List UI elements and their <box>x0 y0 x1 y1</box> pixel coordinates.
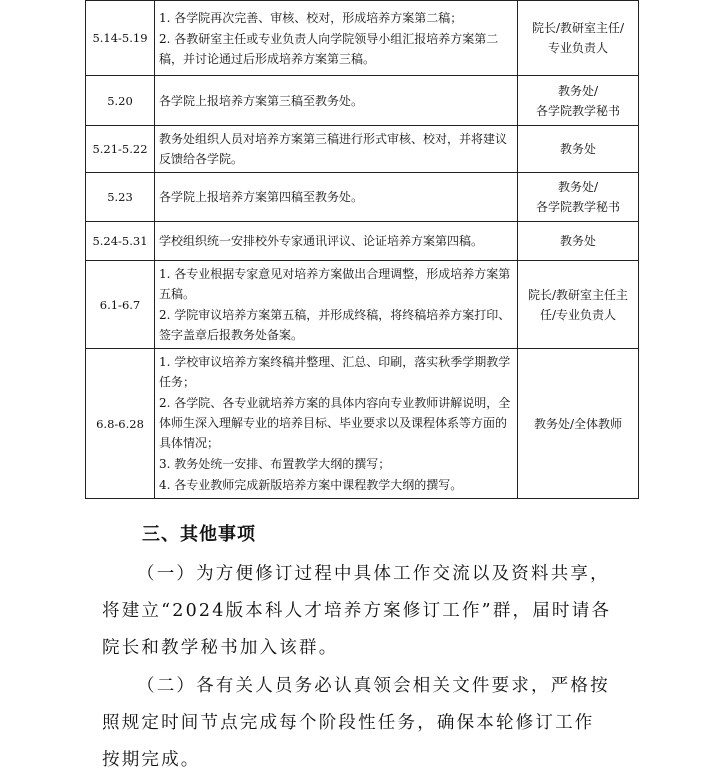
owner-line: 教务处/全体教师 <box>533 416 623 431</box>
row-date: 5.14-5.19 <box>86 1 155 76</box>
row-content <box>155 349 518 499</box>
task-item: 2. 学院审议培养方案第五稿，并形成终稿，将终稿培养方案打印、签字盖章后报教务处备案。 <box>159 308 511 342</box>
task-item: 学校组织统一安排校外专家通讯评议、论证培养方案第四稿。 <box>159 234 484 248</box>
row-owner <box>518 76 639 126</box>
section-heading: 三、其他事项 <box>142 524 256 545</box>
task-item: 教务处组织人员对培养方案第三稿进行形式审核、校对，并将建议反馈给各学院。 <box>159 132 508 166</box>
row-content <box>155 1 518 76</box>
row-content <box>155 261 518 349</box>
owner-line: 教务处 <box>559 234 596 248</box>
row-date: 6.8-6.28 <box>86 349 155 499</box>
row-date: 5.20 <box>86 76 155 126</box>
row-owner <box>518 349 639 499</box>
owner-line: 各学院教学秘书 <box>535 103 620 118</box>
row-owner <box>518 261 639 349</box>
task-item: 1. 各专业根据专家意见对培养方案做出合理调整，形成培养方案第五稿。 <box>159 267 511 301</box>
row-date: 5.23 <box>86 173 155 222</box>
row-content <box>155 173 518 222</box>
table-row <box>86 222 639 261</box>
table-row <box>86 126 639 173</box>
row-owner <box>518 222 639 261</box>
row-date: 5.21-5.22 <box>86 126 155 173</box>
table-row <box>86 173 639 222</box>
row-owner <box>518 173 639 222</box>
table-row <box>86 1 639 76</box>
row-content <box>155 76 518 126</box>
task-item: 1. 学校审议培养方案终稿并整理、汇总、印刷，落实秋季学期教学任务； <box>159 355 511 389</box>
row-date: 6.1-6.7 <box>86 261 155 349</box>
row-date: 5.24-5.31 <box>86 222 155 261</box>
task-item: 各学院上报培养方案第四稿至教务处。 <box>159 190 364 204</box>
table-row <box>86 76 639 126</box>
task-item: 2. 各学院、各专业就培养方案的具体内容向专业教师讲解说明，全体师生深入理解专业的培养目标、毕业要求以及课程体系等方面的具体情况； <box>159 396 511 450</box>
row-owner <box>518 126 639 173</box>
task-item: 2. 各教研室主任或专业负责人向学院领导小组汇报培养方案第二稿，并讨论通过后形成培养方案第三稿。 <box>159 31 499 66</box>
owner-line: 各学院教学秘书 <box>535 200 620 214</box>
row-content <box>155 222 518 261</box>
schedule-table <box>85 0 639 499</box>
owner-line: 院长/教研室主任主 <box>527 287 629 302</box>
table-row <box>86 261 639 349</box>
owner-line: 专业负责人 <box>547 41 608 55</box>
task-item: 4. 各专业教师完成新版培养方案中课程教学大纲的撰写。 <box>159 478 463 492</box>
task-item: 1. 各学院再次完善、审核、校对，形成培养方案第二稿； <box>159 10 463 25</box>
row-content <box>155 126 518 173</box>
owner-line: 任/专业负责人 <box>539 307 617 322</box>
row-owner <box>518 1 639 76</box>
task-item: 3. 教务处统一安排、布置教学大纲的撰写； <box>159 457 391 471</box>
owner-line: 教务处/ <box>557 180 599 194</box>
paragraph: （二）各有关人员务必认真领会相关文件要求，严格按照规定时间节点完成每个阶段性任务，确保本轮修订工作按期完成。 <box>102 676 610 770</box>
paragraph: （一）为方便修订过程中具体工作交流以及资料共享，将建立“2024版本科人才培养方案修订工作”群，届时请各院长和教学秘书加入该群。 <box>102 564 612 658</box>
table-row <box>86 349 639 499</box>
task-item: 各学院上报培养方案第三稿至教务处。 <box>159 93 364 108</box>
owner-line: 教务处 <box>559 142 596 156</box>
owner-line: 院长/教研室主任/ <box>531 21 625 35</box>
owner-line: 教务处/ <box>557 83 599 98</box>
